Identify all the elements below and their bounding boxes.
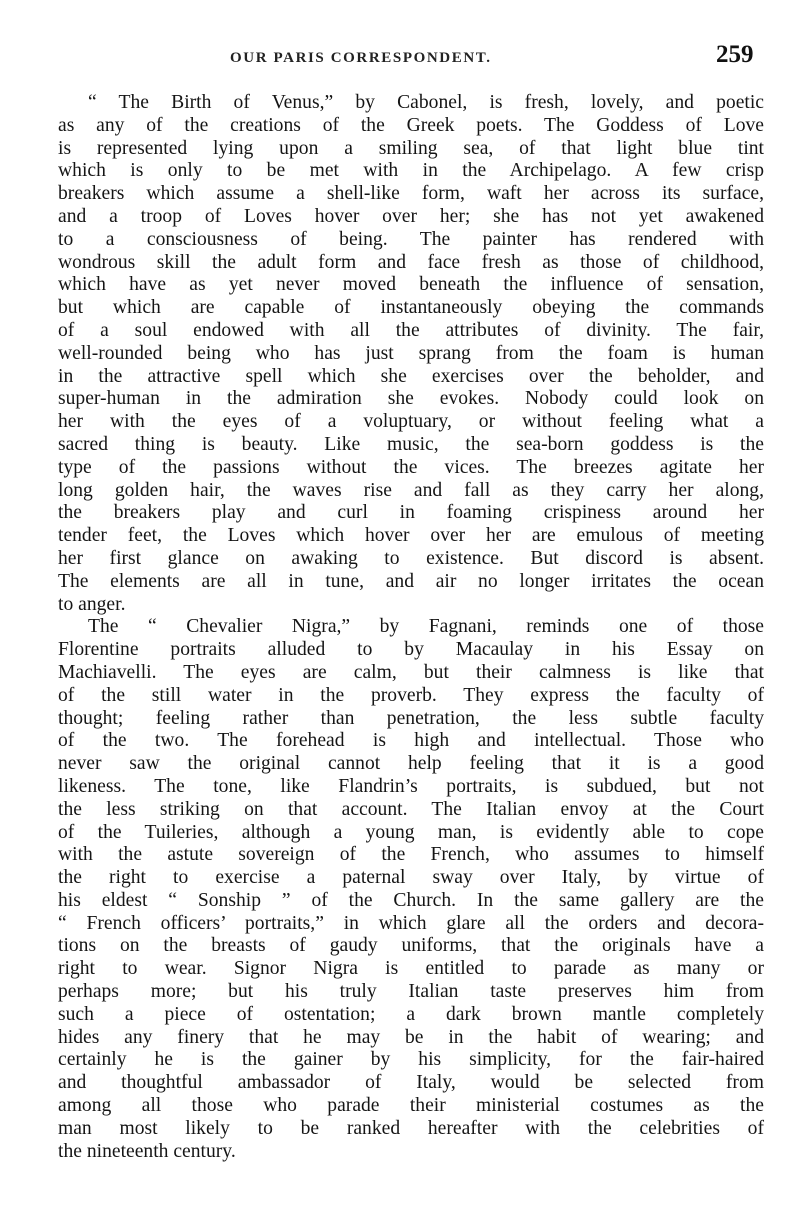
text-line: man most likely to be ranked hereafter with the celebrities of [58,1117,764,1139]
text-line: “ The Birth of Venus,” by Cabonel, is fresh, lovely, and poetic [88,92,764,113]
text-line: among all those who parade their ministerial costumes as the [58,1095,764,1117]
text-line: likeness. The tone, like Flandrin’s portraits, is subdued, but not [58,775,764,797]
text-line: perhaps more; but his truly Italian taste preserves him from [58,981,764,1003]
text-line: sacred thing is beauty. Like music, the sea-born goddess is the [58,433,764,455]
text-line: The “ Chevalier Nigra,” by Fagnani, reminds one of those [88,616,764,638]
paragraph-venus [58,92,764,616]
text-line: to a consciousness of being. The painter has rendered with [58,228,764,250]
text-line: well-rounded being who has just sprang from the foam is human [58,342,764,364]
text-line: tions on the breasts of gaudy uniforms, that the originals have a [58,935,764,957]
text-line: her with the eyes of a voluptuary, or without feeling what a [58,411,764,433]
text-line: Florentine portraits alluded to by Macaulay in his Essay on [58,639,764,661]
text-line: as any of the creations of the Greek poets. The Goddess of Love [58,114,764,136]
text-line: to anger. [58,593,126,615]
text-line: never saw the original cannot help feeling that it is a good [58,753,764,775]
paragraph-nigra [58,616,764,1163]
text-line: his eldest “ Sonship ” of the Church. In the same gallery are the [58,889,764,911]
text-line: the nineteenth century. [58,1140,236,1162]
text-line: right to wear. Signor Nigra is entitled to parade as many or [58,958,764,980]
text-line: the less striking on that account. The Italian envoy at the Court [58,798,764,820]
text-line: which have as yet never moved beneath the influence of sensation, [58,274,764,296]
text-line: of the still water in the proverb. They express the faculty of [58,684,764,706]
text-line: hides any finery that he may be in the habit of wearing; and [58,1026,764,1048]
text-line: of the Tuileries, although a young man, is evidently able to cope [58,821,764,843]
text-line: in the attractive spell which she exercises over the beholder, and [58,365,764,387]
text-line: tender feet, the Loves which hover over her are emulous of meeting [58,525,764,547]
text-line: and thoughtful ambassador of Italy, would be selected from [58,1072,764,1094]
text-line: her first glance on awaking to existence. But discord is absent. [58,547,764,569]
text-line: Machiavelli. The eyes are calm, but their calmness is like that [58,661,764,683]
text-line: super-human in the admiration she evokes. Nobody could look on [58,388,764,410]
page-number: 259 [716,41,754,68]
text-line: of a soul endowed with all the attributes of divinity. The fair, [58,319,764,341]
text-line: the right to exercise a paternal sway over Italy, by virtue of [58,867,764,889]
text-line: The elements are all in tune, and air no longer irritates the ocean [58,570,764,592]
text-line: which is only to be met with in the Archipelago. A few crisp [58,160,764,182]
text-line: the breakers play and curl in foaming crispiness around her [58,502,764,524]
text-line: with the astute sovereign of the French, who assumes to himself [58,844,764,866]
text-line: of the two. The forehead is high and intellectual. Those who [58,730,764,752]
text-line: “ French officers’ portraits,” in which glare all the orders and decora- [58,912,764,934]
text-line: certainly he is the gainer by his simplicity, for the fair-haired [58,1049,764,1071]
text-line: is represented lying upon a smiling sea, of that light blue tint [58,137,764,159]
text-line: long golden hair, the waves rise and fall as they carry her along, [58,479,764,501]
text-line: type of the passions without the vices. The breezes agitate her [58,456,764,478]
text-line: such a piece of ostentation; a dark brown mantle completely [58,1003,764,1025]
text-line: wondrous skill the adult form and face fresh as those of childhood, [58,251,764,273]
text-line: and a troop of Loves hover over her; she has not yet awakened [58,205,764,227]
text-line: thought; feeling rather than penetration, the less subtle faculty [58,707,764,729]
running-head: OUR PARIS CORRESPONDENT. [230,50,492,66]
text-line: but which are capable of instantaneously obeying the commands [58,297,764,319]
body-text [58,92,764,1163]
text-line: breakers which assume a shell-like form, waft her across its surface, [58,183,764,205]
